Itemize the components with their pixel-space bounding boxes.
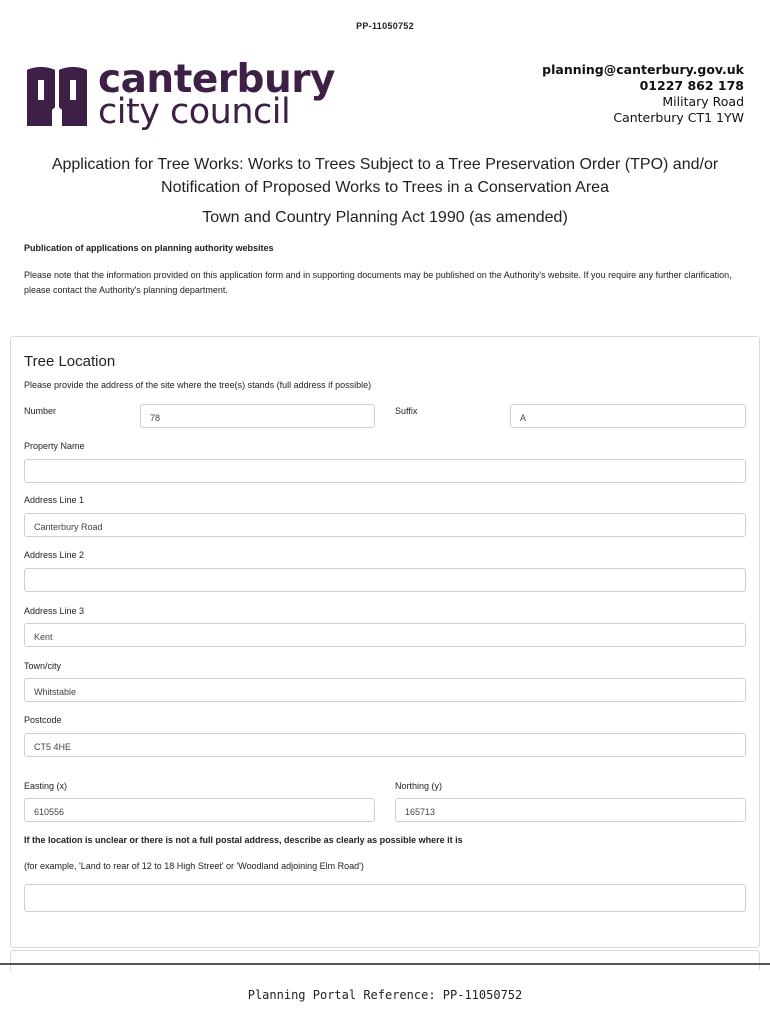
address-line-1-label: Address Line 1: [24, 495, 85, 505]
logo-wordmark-line1: canterbury: [98, 57, 335, 102]
contact-phone: 01227 862 178: [639, 78, 744, 93]
location-example-note: (for example, 'Land to rear of 12 to 18 High Street' or 'Woodland adjoining Elm Road'): [24, 861, 364, 871]
address-line-3-field[interactable]: Kent: [24, 623, 746, 647]
contact-address-line1: Military Road: [662, 94, 744, 109]
document-title: Application for Tree Works: Works to Trees Subject to a Tree Preservation Order (TPO) and/or Notification of Proposed Works to Trees in a Conservation Area: [51, 156, 719, 196]
contact-block: [542, 62, 744, 126]
number-label: Number: [24, 406, 57, 416]
town-city-label: Town/city: [24, 661, 62, 671]
number-field[interactable]: 78: [140, 404, 375, 428]
suffix-label: Suffix: [395, 406, 418, 416]
suffix-field[interactable]: A: [510, 404, 746, 428]
top-reference: PP-11050752: [356, 21, 414, 31]
logo-wordmark-line2: city council: [98, 92, 291, 132]
postcode-label: Postcode: [24, 715, 62, 725]
council-logo: [25, 57, 335, 133]
section-description: Please provide the address of the site where the tree(s) stands (full address if possible): [24, 380, 372, 390]
postcode-field[interactable]: CT5 4HE: [24, 733, 746, 757]
section-title: Tree Location: [24, 353, 116, 370]
northing-field[interactable]: 165713: [395, 798, 746, 822]
footer-divider: [0, 963, 770, 965]
address-line-2-field[interactable]: [24, 568, 746, 592]
easting-field[interactable]: 610556: [24, 798, 375, 822]
cathedral-icon: [25, 66, 89, 128]
address-line-2-label: Address Line 2: [24, 550, 85, 560]
location-description-field[interactable]: [24, 884, 746, 912]
document-subtitle: Town and Country Planning Act 1990 (as amended): [202, 209, 568, 226]
easting-label: Easting (x): [24, 781, 68, 791]
publication-text: Please note that the information provided on this application form and in supporting documents may be published on the Authority's website. If you require any further clarification, please contact the Authority's planning department.: [24, 270, 732, 295]
property-name-label: Property Name: [24, 441, 85, 451]
next-section-panel: [10, 950, 760, 970]
contact-address-line2: Canterbury CT1 1YW: [613, 110, 744, 125]
property-name-field[interactable]: [24, 459, 746, 483]
address-line-3-label: Address Line 3: [24, 606, 85, 616]
address-line-1-field[interactable]: Canterbury Road: [24, 513, 746, 537]
town-city-field[interactable]: Whitstable: [24, 678, 746, 702]
footer-reference: Planning Portal Reference: PP-11050752: [247, 988, 523, 1002]
unclear-location-note: If the location is unclear or there is not a full postal address, describe as clearly as possible where it is: [24, 835, 463, 845]
contact-email: planning@canterbury.gov.uk: [542, 62, 744, 77]
northing-label: Northing (y): [395, 781, 443, 791]
publication-heading: Publication of applications on planning authority websites: [24, 243, 274, 253]
